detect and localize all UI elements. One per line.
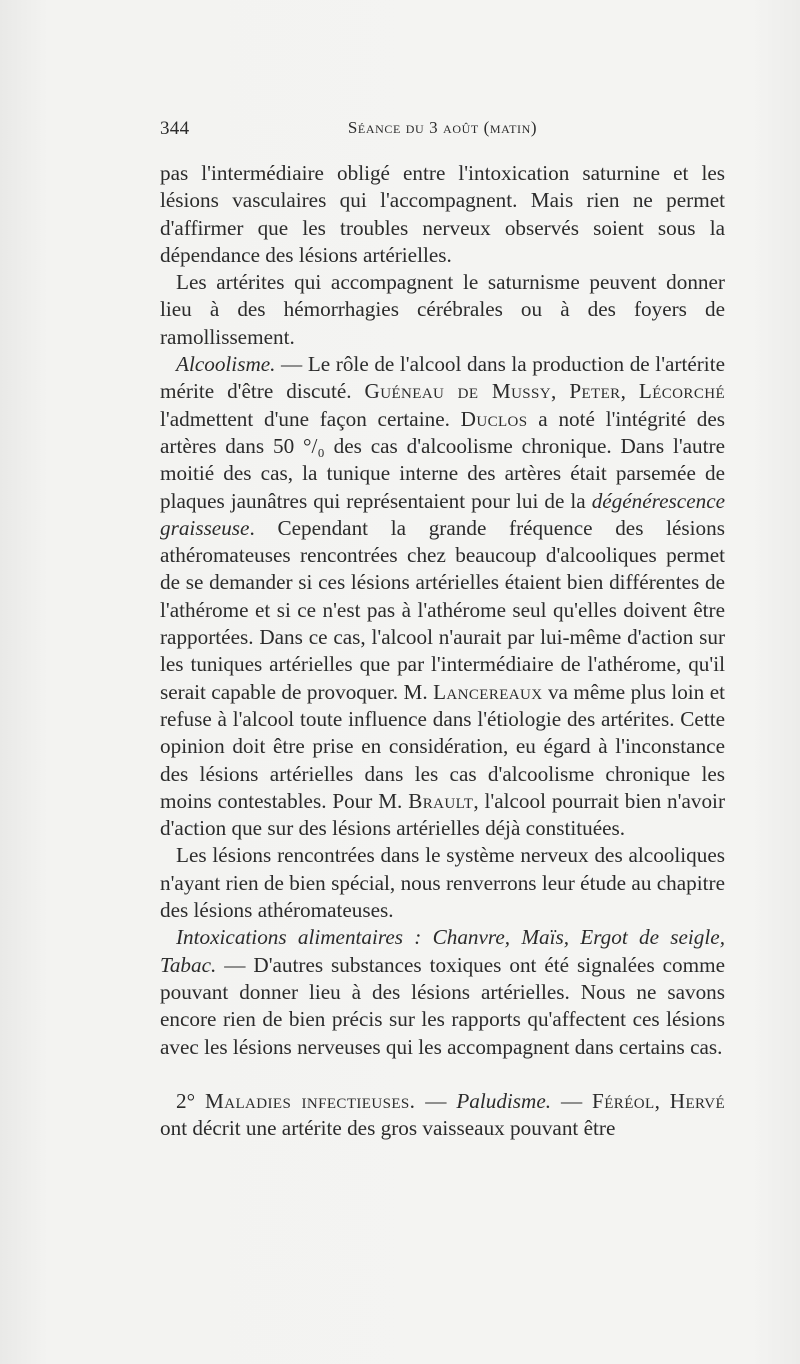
alcoholism-intro: — Le rôle de l'alcool dans la production de l'artérite mérite d'être discuté. bbox=[160, 352, 725, 404]
paragraph-infectious-diseases bbox=[160, 1088, 725, 1143]
author-fereol: Féréol bbox=[592, 1088, 655, 1113]
paragraph-alcoholic-nervous-lesions: Les lésions rencontrées dans le système nerveux des alcooliques n'ayant rien de bien spécial, nous renverrons leur étude au chapitre des lésions athéromateuses. bbox=[160, 843, 725, 923]
dash: — bbox=[551, 1088, 593, 1113]
alcoholism-text-4: va même plus loin et refuse à l'alcool toute influence dans l'étiologie des artérites. Cette opinion doit être prise en considération, eu égard à l'inconstance des lésions artérielles dans les cas d'alcoolisme chronique les moins contestables. Pour M. bbox=[160, 679, 725, 813]
header-title: Séance du 3 août (matin) bbox=[347, 118, 538, 137]
running-head bbox=[160, 118, 725, 148]
author-brault: Brault bbox=[408, 788, 474, 813]
alcoholism-text-2: a noté l'intégrité des artères dans 50 °/₀ des cas d'alcoolisme chronique. Dans l'autre moitié des cas, la tunique interne des artères était parsemée de plaques jaunâtres qui représentaient pour lui de la bbox=[160, 406, 725, 513]
section-title-infectious-diseases: Maladies infectieuses. bbox=[204, 1088, 416, 1113]
paragraph-food-intoxications bbox=[160, 924, 725, 1060]
paragraph-saturnism-continued: pas l'intermédiaire obligé entre l'intoxication saturnine et les lésions vasculaires qui l'accompagnent. Mais rien ne permet d'affirmer que les troubles nerveux observés soient sous la dépendance des lésions artérielles. bbox=[160, 161, 725, 267]
author-gueneau-de-mussy: Guéneau de Mussy bbox=[364, 379, 552, 404]
alcoholism-text-3: . Cependant la grande fréquence des lésions athéromateuses rencontrées chez beaucoup d'alcooliques permet de se demander si ces lésions artérielles étaient bien différentes de l'athérome et si ce n'est pas à l'athérome seul qu'elles doivent être rapportées. Dans ce cas, l'alcool n'aurait par lui-même d'action sur les tuniques artérielles que par l'intermédiaire de l'athérome, qu'il serait capable de provoquer. M. bbox=[160, 515, 725, 704]
paludisme-heading: Paludisme. bbox=[456, 1088, 552, 1113]
paludisme-text: ont décrit une artérite des gros vaisseaux pouvant être bbox=[160, 1116, 616, 1141]
food-intoxications-text: — D'autres substances toxiques ont été signalées comme pouvant donner lieu à des lésions artérielles. Nous ne savons encore rien de bien précis sur les rapports qu'affectent ces lésions avec les lésions nerveuses qui les accompagnent dans certains cas. bbox=[160, 952, 725, 1059]
page-number: 344 bbox=[160, 118, 190, 139]
separator: , bbox=[654, 1088, 670, 1113]
food-intoxications-heading: Intoxications alimentaires : Chanvre, Maïs, Ergot de seigle, Tabac. bbox=[160, 925, 725, 977]
author-herve: Hervé bbox=[669, 1088, 726, 1113]
separator: , bbox=[551, 379, 570, 404]
body-text bbox=[160, 160, 725, 1142]
dash: — bbox=[415, 1088, 457, 1113]
term-degenerescence-graisseuse: dégénérescence graisseuse bbox=[160, 488, 725, 540]
paragraph-alcoholism bbox=[160, 351, 725, 842]
author-peter: Peter bbox=[569, 379, 621, 404]
section-number: 2° bbox=[176, 1088, 196, 1113]
author-lecorche: Lécorché bbox=[638, 379, 726, 404]
author-duclos: Duclos bbox=[460, 406, 528, 431]
author-lancereaux: Lancereaux bbox=[433, 679, 543, 704]
paragraph-saturnism-arteritis: Les artérites qui accompagnent le saturnisme peuvent donner lieu à des hémorrhagies cérébrales ou à des foyers de ramollissement. bbox=[160, 270, 725, 349]
alcoholism-text-1: l'admettent d'une façon certaine. bbox=[160, 406, 461, 431]
alcoholism-heading: Alcoolisme. bbox=[176, 352, 276, 377]
separator: , bbox=[620, 379, 639, 404]
alcoholism-text-5: , l'alcool pourrait bien n'avoir d'action que sur des lésions artérielles déjà constituées. bbox=[160, 788, 726, 841]
